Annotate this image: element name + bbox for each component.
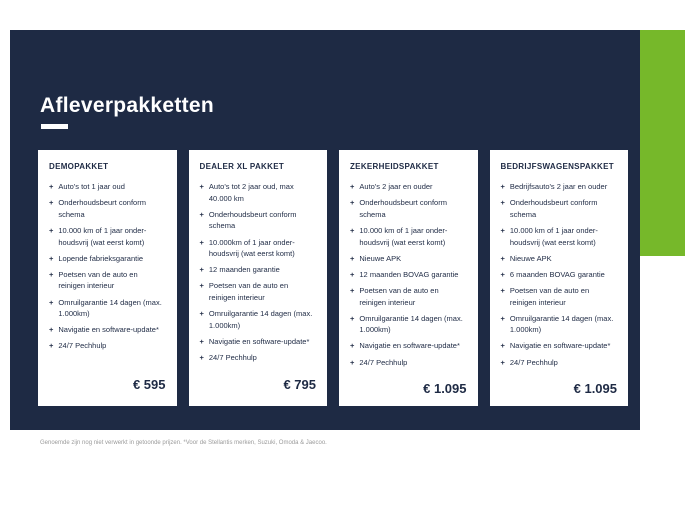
plus-bullet-icon: + bbox=[500, 341, 505, 351]
plus-bullet-icon: + bbox=[350, 182, 355, 191]
feature-text: 10.000 km of 1 jaar onder-houdsvrij (wat eerst komt) bbox=[58, 225, 147, 247]
plus-bullet-icon: + bbox=[49, 198, 54, 208]
feature-text: Poetsen van de auto en reinigen interieur bbox=[58, 269, 138, 291]
package-card bbox=[38, 150, 177, 406]
feature-text: Navigatie en software-update* bbox=[509, 341, 611, 351]
feature-item bbox=[501, 357, 618, 369]
feature-text: Lopende fabrieksgarantie bbox=[58, 253, 144, 263]
feature-text: 24/7 Pechhulp bbox=[208, 353, 257, 362]
feature-text: Auto's tot 1 jaar oud bbox=[58, 182, 125, 191]
feature-list bbox=[350, 181, 467, 373]
plus-bullet-icon: + bbox=[49, 269, 54, 279]
plus-bullet-icon: + bbox=[500, 253, 505, 263]
feature-text: Navigatie en software-update* bbox=[359, 341, 460, 351]
plus-bullet-icon: + bbox=[199, 237, 204, 247]
feature-text: Onderhoudsbeurt conform schema bbox=[58, 198, 146, 219]
feature-text: Omruilgarantie 14 dagen (max. 1.000km) bbox=[509, 313, 614, 335]
package-card bbox=[339, 150, 478, 406]
package-price: € 595 bbox=[132, 377, 166, 392]
plus-bullet-icon: + bbox=[49, 225, 54, 235]
feature-item bbox=[49, 225, 166, 248]
feature-item bbox=[49, 324, 166, 336]
feature-item bbox=[49, 297, 166, 320]
plus-bullet-icon: + bbox=[350, 269, 355, 279]
plus-bullet-icon: + bbox=[199, 209, 204, 219]
feature-item bbox=[501, 269, 618, 281]
feature-text: Omruilgarantie 14 dagen (max. 1.000km) bbox=[58, 297, 162, 319]
feature-text: Nieuwe APK bbox=[509, 253, 552, 263]
plus-bullet-icon: + bbox=[350, 313, 355, 323]
feature-text: Poetsen van de auto en reinigen interieur bbox=[208, 281, 289, 302]
feature-text: 12 maanden BOVAG garantie bbox=[359, 269, 459, 279]
feature-list bbox=[501, 181, 618, 373]
page-title: Afleverpakketten bbox=[40, 94, 215, 118]
feature-text: 24/7 Pechhulp bbox=[58, 341, 107, 351]
feature-item bbox=[200, 237, 317, 260]
package-card bbox=[490, 150, 629, 406]
feature-item bbox=[49, 181, 166, 193]
feature-text: 10.000 km of 1 jaar onder-houdsvrij (wat eerst komt) bbox=[509, 225, 598, 247]
plus-bullet-icon: + bbox=[500, 198, 505, 208]
plus-bullet-icon: + bbox=[199, 309, 204, 319]
feature-item bbox=[501, 197, 618, 220]
plus-bullet-icon: + bbox=[350, 198, 355, 208]
feature-item bbox=[200, 181, 317, 204]
feature-text: Onderhoudsbeurt conform schema bbox=[208, 209, 297, 231]
feature-item bbox=[350, 285, 467, 308]
feature-list bbox=[49, 181, 166, 357]
plus-bullet-icon: + bbox=[350, 357, 355, 367]
package-name: BEDRIJFSWAGENSPAKKET bbox=[500, 162, 614, 171]
feature-item bbox=[200, 209, 317, 232]
plus-bullet-icon: + bbox=[49, 253, 54, 263]
feature-text: Auto's 2 jaar en ouder bbox=[359, 182, 433, 191]
feature-item bbox=[350, 340, 467, 352]
feature-text: Auto's tot 2 jaar oud, max 40.000 km bbox=[208, 182, 294, 203]
package-cards bbox=[38, 150, 628, 406]
plus-bullet-icon: + bbox=[199, 182, 204, 191]
plus-bullet-icon: + bbox=[500, 225, 505, 235]
feature-item bbox=[49, 269, 166, 292]
feature-text: Navigatie en software-update* bbox=[58, 325, 159, 335]
plus-bullet-icon: + bbox=[199, 336, 204, 346]
feature-item bbox=[200, 308, 317, 331]
plus-bullet-icon: + bbox=[49, 325, 54, 335]
feature-item bbox=[501, 340, 618, 352]
package-price: € 1.095 bbox=[573, 380, 617, 396]
package-card bbox=[189, 150, 328, 406]
title-underline bbox=[41, 124, 68, 129]
feature-text: 12 maanden garantie bbox=[208, 265, 280, 275]
feature-list bbox=[200, 181, 317, 368]
plus-bullet-icon: + bbox=[500, 182, 505, 191]
feature-text: Omruilgarantie 14 dagen (max. 1.000km) bbox=[208, 309, 313, 330]
feature-text: 24/7 Pechhulp bbox=[359, 357, 408, 367]
plus-bullet-icon: + bbox=[49, 297, 54, 307]
feature-text: Poetsen van de auto en reinigen interieur bbox=[509, 285, 590, 307]
feature-item bbox=[49, 253, 166, 265]
plus-bullet-icon: + bbox=[500, 313, 505, 323]
plus-bullet-icon: + bbox=[500, 269, 505, 279]
plus-bullet-icon: + bbox=[350, 225, 355, 235]
feature-item bbox=[49, 197, 166, 220]
green-accent-bar bbox=[640, 30, 685, 256]
feature-item bbox=[350, 225, 467, 248]
feature-text: 6 maanden BOVAG garantie bbox=[509, 269, 605, 279]
plus-bullet-icon: + bbox=[350, 285, 355, 295]
feature-item bbox=[350, 197, 467, 220]
footnote: Genoemde zijn nog niet verwerkt in getoonde prijzen. *Voor de Stellantis merken, Suzuki, Omoda & Jaecoo. bbox=[40, 440, 327, 446]
feature-text: 10.000km of 1 jaar onder-houdsvrij (wat eerst komt) bbox=[208, 237, 295, 259]
feature-item bbox=[350, 181, 467, 193]
feature-text: Onderhoudsbeurt conform schema bbox=[359, 198, 447, 219]
feature-item bbox=[200, 264, 317, 276]
plus-bullet-icon: + bbox=[350, 253, 355, 263]
feature-text: Nieuwe APK bbox=[359, 253, 402, 263]
package-name: ZEKERHEIDSPAKKET bbox=[350, 162, 439, 171]
feature-item bbox=[49, 340, 166, 352]
feature-text: Navigatie en software-update* bbox=[208, 336, 310, 346]
feature-text: 24/7 Pechhulp bbox=[509, 357, 558, 367]
feature-text: Bedrijfsauto's 2 jaar en ouder bbox=[509, 182, 608, 191]
feature-item bbox=[350, 357, 467, 369]
feature-item bbox=[200, 336, 317, 348]
feature-item bbox=[350, 253, 467, 265]
plus-bullet-icon: + bbox=[350, 341, 355, 351]
plus-bullet-icon: + bbox=[199, 281, 204, 291]
plus-bullet-icon: + bbox=[500, 357, 505, 367]
feature-item bbox=[350, 269, 467, 281]
package-price: € 1.095 bbox=[423, 380, 467, 396]
feature-text: Onderhoudsbeurt conform schema bbox=[509, 198, 598, 219]
package-price: € 795 bbox=[283, 377, 316, 392]
feature-text: Poetsen van de auto en reinigen interieur bbox=[359, 285, 439, 307]
plus-bullet-icon: + bbox=[49, 182, 54, 191]
feature-text: Omruilgarantie 14 dagen (max. 1.000km) bbox=[359, 313, 463, 335]
feature-item bbox=[350, 313, 467, 336]
feature-item bbox=[501, 253, 618, 265]
package-name: DEMOPAKKET bbox=[49, 162, 109, 171]
feature-item bbox=[501, 225, 618, 248]
plus-bullet-icon: + bbox=[199, 265, 204, 275]
plus-bullet-icon: + bbox=[49, 341, 54, 351]
package-name: DEALER XL PAKKET bbox=[199, 162, 285, 171]
feature-item bbox=[501, 313, 618, 336]
feature-item bbox=[200, 352, 317, 364]
feature-item bbox=[501, 181, 618, 193]
feature-text: 10.000 km of 1 jaar onder-houdsvrij (wat eerst komt) bbox=[359, 225, 448, 247]
feature-item bbox=[501, 285, 618, 308]
plus-bullet-icon: + bbox=[199, 353, 204, 362]
feature-item bbox=[200, 280, 317, 303]
plus-bullet-icon: + bbox=[500, 285, 505, 295]
